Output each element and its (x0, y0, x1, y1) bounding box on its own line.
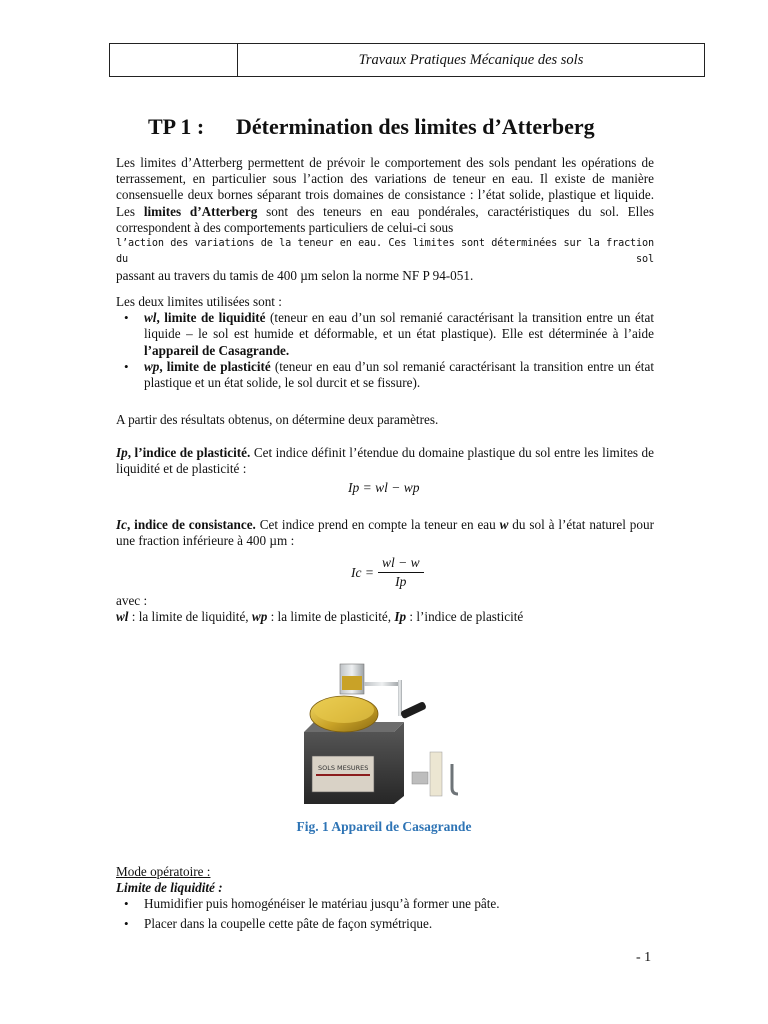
avec-ip-def: : l’indice de plasticité (406, 609, 524, 625)
casagrande-apparatus-image (296, 656, 482, 806)
ip-desc: Cet indice définit l’étendue du domaine plastique du sol entre les limites de liquidité et de plasticité : (116, 445, 654, 477)
ic-desc-1: Cet indice prend en compte la teneur en eau (255, 517, 500, 532)
wp-desc: (teneur en eau d’un sol remanié caractérisant la transition entre un état plastique et un état solide, le sol durcit et se fissure). (144, 358, 654, 391)
page-title (148, 114, 595, 140)
ic-fraction-numerator: wl − w (378, 555, 424, 573)
mode-section (116, 864, 654, 932)
avec-definitions (116, 609, 654, 625)
list-item-wp (144, 359, 654, 391)
wp-symbol: wp (144, 358, 160, 374)
ip-formula: Ip = wl − wp (348, 480, 420, 495)
ic-fraction-denominator: Ip (395, 574, 407, 589)
wl-bold: l’appareil de Casagrande. (144, 342, 290, 358)
list-item: • Placer dans la coupelle cette pâte de façon symétrique. (144, 916, 654, 932)
ic-w-symbol: w (499, 517, 509, 532)
avec-paragraph (116, 593, 654, 625)
ic-fraction (378, 555, 424, 590)
ip-name: , l’indice de plasticité. (127, 445, 251, 460)
wl-desc: (teneur en eau d’un sol remanié caractérisant la transition entre un état liquide – le sol est humide et déformable, et un état plastique). Elle est déterminée à l’aide (144, 310, 654, 342)
avec-wp-def: : la limite de plasticité, (267, 609, 395, 625)
ip-paragraph (116, 445, 654, 477)
ic-formula (351, 555, 424, 590)
wl-name: , limite de liquidité (156, 310, 266, 326)
ip-symbol: Ip (116, 445, 128, 460)
intro-text-2: sont des teneurs en eau pondérales, caractéristiques du sol. Elles correspondent à des comportements particuliers de celui-ci sous (116, 203, 654, 235)
header-left-cell (110, 44, 238, 76)
intro-last-line: passant au travers du tamis de 400 µm selon la norme NF P 94-051. (116, 268, 474, 284)
avec-ip: Ip (394, 609, 407, 625)
page-number: - 1 (636, 950, 652, 965)
header-title: Travaux Pratiques Mécanique des sols (358, 51, 584, 68)
ic-desc-2: du sol à l’état naturel pour une fraction inférieure à 400 µm : (116, 517, 654, 549)
avec-label: avec : (116, 593, 148, 608)
limits-section (116, 294, 654, 391)
avec-wp: wp (251, 609, 268, 625)
mode-steps (116, 896, 654, 931)
list-item-wl (144, 310, 654, 359)
ic-symbol: Ic (116, 517, 127, 532)
page-header (109, 43, 705, 77)
limits-intro: Les deux limites utilisées sont : (116, 294, 282, 309)
intro-paragraph (116, 155, 654, 285)
ic-formula-lhs: Ic = (351, 564, 374, 580)
mode-title: Mode opératoire : (116, 864, 211, 879)
mode-subtitle: Limite de liquidité : (116, 880, 223, 896)
title-label: TP 1 : (148, 114, 205, 139)
wl-symbol: wl (144, 310, 157, 326)
wp-name: , limite de plasticité (159, 358, 271, 374)
limits-list (116, 310, 654, 391)
avec-wl: wl (116, 609, 129, 625)
ic-paragraph (116, 517, 654, 549)
intro-text-1: Les limites d’Atterberg permettent de prévoir le comportement des sols pendant les opérations de terrassement, en particulier sous l’action des variations de teneur en eau. Il existe de manière consensuelle deux bornes séparant trois domaines de consistance : l’état solide, plastique et liquide. Les (116, 155, 654, 219)
intro-small-line: l’action des variations de la teneur en eau. Ces limites sont déterminées sur la fraction du sol (116, 238, 654, 266)
apartir-paragraph: A partir des résultats obtenus, on détermine deux paramètres. (116, 412, 439, 427)
figure-caption: Fig. 1 Appareil de Casagrande (296, 819, 472, 834)
ic-name: , indice de consistance. (127, 517, 256, 532)
avec-wl-def: : la limite de liquidité, (128, 609, 252, 625)
title-text: Détermination des limites d’Atterberg (236, 114, 595, 139)
list-item: • Humidifier puis homogénéiser le matériau jusqu’à former une pâte. (144, 896, 654, 912)
brand-label: SOLS MESURES (318, 764, 369, 772)
intro-bold: limites d’Atterberg (143, 203, 258, 219)
